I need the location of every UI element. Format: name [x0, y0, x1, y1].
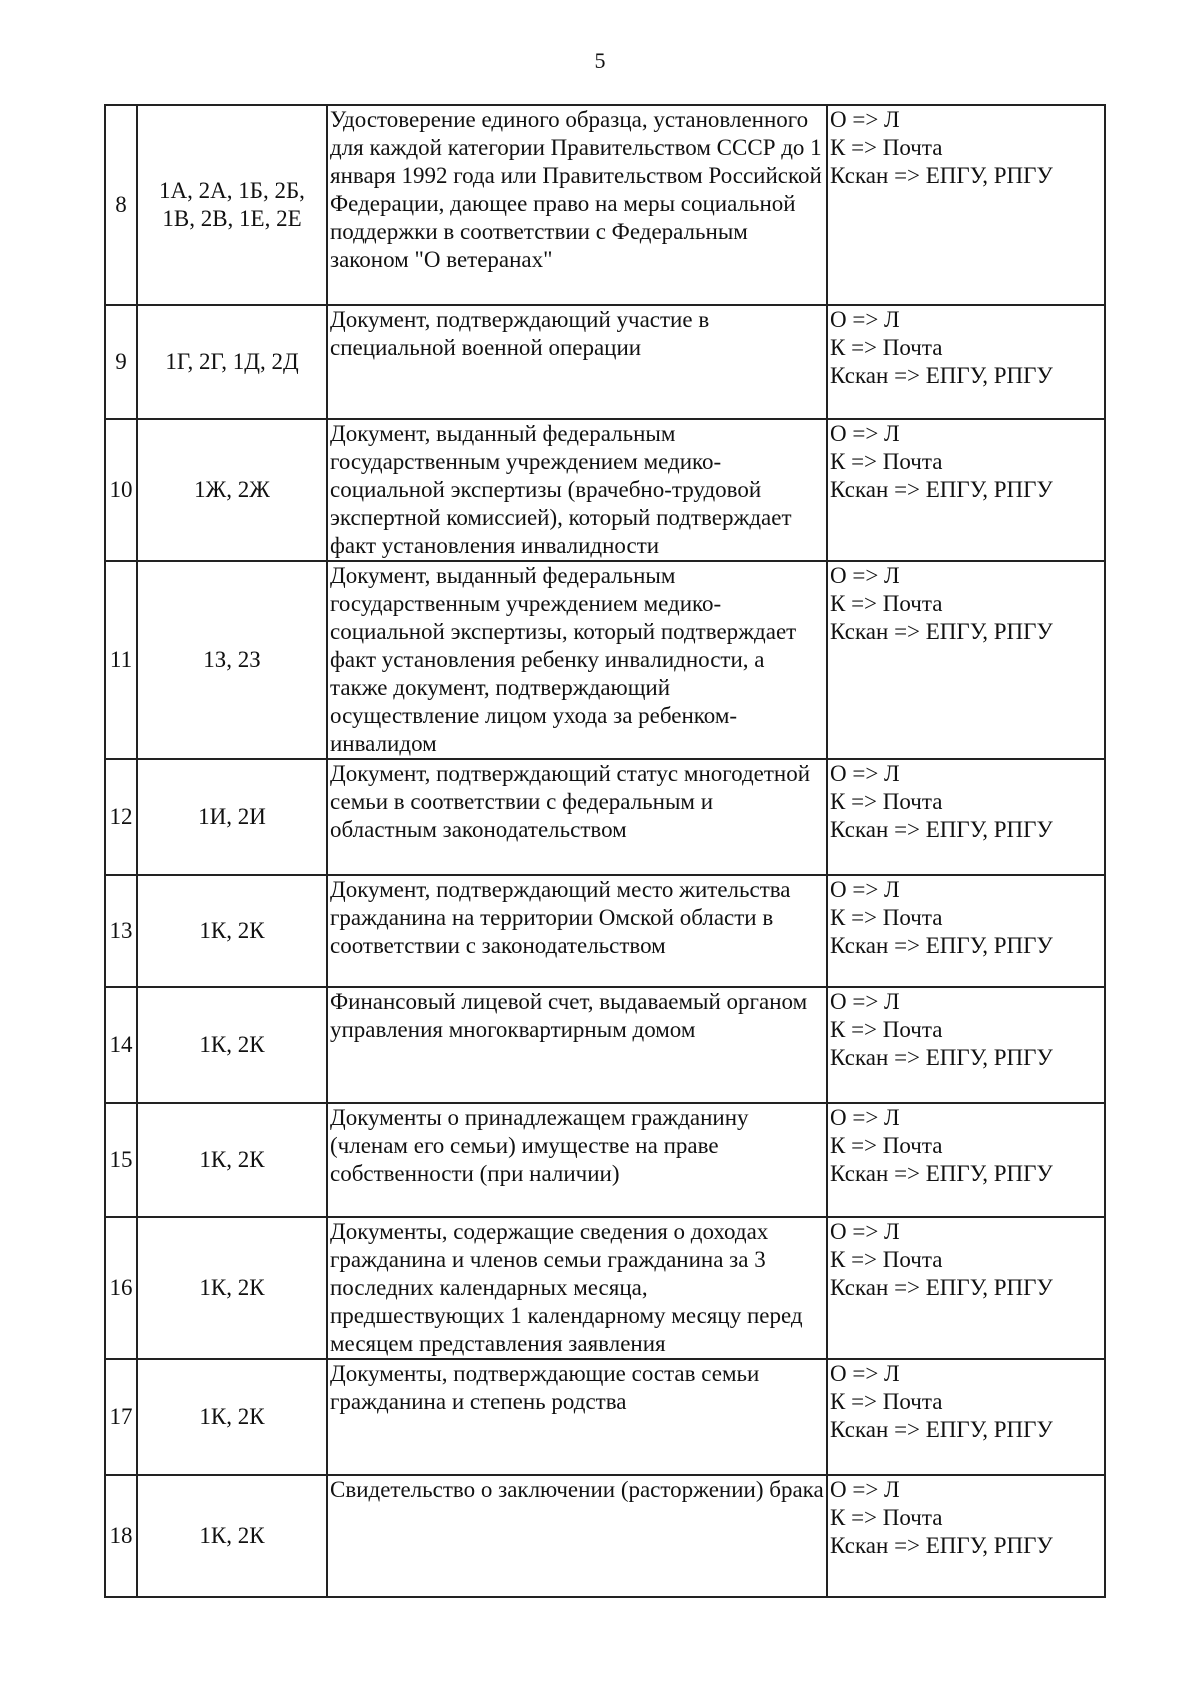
table-row [105, 1217, 1105, 1359]
row-number: 17 [105, 1359, 137, 1475]
row-document: Документ, подтверждающий статус многодетной семьи в соответствии с федеральным и областным законодательством [327, 759, 827, 875]
table-row [105, 987, 1105, 1103]
row-document: Документ, подтверждающий место жительства гражданина на территории Омской области в соответствии с законодательством [327, 875, 827, 987]
row-number: 11 [105, 561, 137, 759]
method-line: К => Почта [830, 135, 943, 160]
row-methods [827, 1359, 1105, 1475]
row-methods [827, 875, 1105, 987]
method-line: О => Л [830, 761, 900, 786]
method-line: Кскан => ЕПГУ, РПГУ [830, 1045, 1053, 1070]
method-line: О => Л [830, 421, 900, 446]
row-methods [827, 1475, 1105, 1597]
method-line: К => Почта [830, 905, 943, 930]
table-row [105, 759, 1105, 875]
method-line: К => Почта [830, 591, 943, 616]
row-document: Документ, выданный федеральным государственным учреждением медико-социальной экспертизы (врачебно-трудовой экспертной комиссией), который подтверждает факт установления инвалидности [327, 419, 827, 561]
method-line: К => Почта [830, 1133, 943, 1158]
row-categories: 1К, 2К [137, 1475, 327, 1597]
row-categories: 1К, 2К [137, 1217, 327, 1359]
row-number: 14 [105, 987, 137, 1103]
method-line: Кскан => ЕПГУ, РПГУ [830, 477, 1053, 502]
row-number: 18 [105, 1475, 137, 1597]
row-number: 12 [105, 759, 137, 875]
table-row [105, 419, 1105, 561]
row-categories: 1К, 2К [137, 1103, 327, 1217]
table-row [105, 561, 1105, 759]
row-categories: 1К, 2К [137, 875, 327, 987]
page-number: 5 [594, 48, 606, 73]
row-document: Документ, подтверждающий участие в специальной военной операции [327, 305, 827, 419]
row-methods [827, 105, 1105, 305]
method-line: К => Почта [830, 1017, 943, 1042]
row-categories: 1К, 2К [137, 987, 327, 1103]
row-methods [827, 987, 1105, 1103]
method-line: О => Л [830, 107, 900, 132]
row-number: 10 [105, 419, 137, 561]
row-categories: 1Г, 2Г, 1Д, 2Д [137, 305, 327, 419]
row-methods [827, 1103, 1105, 1217]
row-document: Удостоверение единого образца, установленного для каждой категории Правительством СССР до 1 января 1992 года или Правительством Российской Федерации, дающее право на меры социальной поддержки в соответствии с Федеральным законом "О ветеранах" [327, 105, 827, 305]
row-categories: 1Ж, 2Ж [137, 419, 327, 561]
method-line: К => Почта [830, 1389, 943, 1414]
row-document: Финансовый лицевой счет, выдаваемый органом управления многоквартирным домом [327, 987, 827, 1103]
row-methods [827, 1217, 1105, 1359]
row-methods [827, 561, 1105, 759]
method-line: О => Л [830, 563, 900, 588]
method-line: Кскан => ЕПГУ, РПГУ [830, 163, 1053, 188]
table-row [105, 875, 1105, 987]
method-line: О => Л [830, 1219, 900, 1244]
method-line: Кскан => ЕПГУ, РПГУ [830, 1275, 1053, 1300]
row-categories: 1А, 2А, 1Б, 2Б, 1В, 2В, 1Е, 2Е [137, 105, 327, 305]
method-line: К => Почта [830, 1247, 943, 1272]
row-number: 15 [105, 1103, 137, 1217]
row-number: 9 [105, 305, 137, 419]
method-line: Кскан => ЕПГУ, РПГУ [830, 817, 1053, 842]
method-line: К => Почта [830, 449, 943, 474]
method-line: К => Почта [830, 1505, 943, 1530]
method-line: О => Л [830, 877, 900, 902]
row-document: Документ, выданный федеральным государственным учреждением медико-социальной экспертизы, который подтверждает факт установления ребенку инвалидности, а также документ, подтверждающий осуществление лицом ухода за ребенком-инвалидом [327, 561, 827, 759]
method-line: Кскан => ЕПГУ, РПГУ [830, 933, 1053, 958]
row-document: Свидетельство о заключении (расторжении) брака [327, 1475, 827, 1597]
method-line: Кскан => ЕПГУ, РПГУ [830, 363, 1053, 388]
method-line: О => Л [830, 1477, 900, 1502]
row-categories: 1К, 2К [137, 1359, 327, 1475]
row-methods [827, 305, 1105, 419]
table-row [105, 1103, 1105, 1217]
method-line: Кскан => ЕПГУ, РПГУ [830, 1161, 1053, 1186]
method-line: К => Почта [830, 789, 943, 814]
row-number: 13 [105, 875, 137, 987]
documents-table [104, 104, 1106, 1598]
row-document: Документы, содержащие сведения о доходах гражданина и членов семьи гражданина за 3 последних календарных месяца, предшествующих 1 календарному месяцу перед месяцем представления заявления [327, 1217, 827, 1359]
method-line: О => Л [830, 989, 900, 1014]
method-line: Кскан => ЕПГУ, РПГУ [830, 619, 1053, 644]
table-row [105, 1359, 1105, 1475]
table-row [105, 105, 1105, 305]
row-document: Документы, подтверждающие состав семьи гражданина и степень родства [327, 1359, 827, 1475]
documents-table-body [105, 105, 1105, 1597]
method-line: Кскан => ЕПГУ, РПГУ [830, 1533, 1053, 1558]
row-number: 16 [105, 1217, 137, 1359]
method-line: Кскан => ЕПГУ, РПГУ [830, 1417, 1053, 1442]
table-row [105, 305, 1105, 419]
method-line: К => Почта [830, 335, 943, 360]
table-row [105, 1475, 1105, 1597]
row-methods [827, 419, 1105, 561]
row-number: 8 [105, 105, 137, 305]
method-line: О => Л [830, 307, 900, 332]
row-categories: 1З, 2З [137, 561, 327, 759]
row-document: Документы о принадлежащем гражданину (членам его семьи) имуществе на праве собственности (при наличии) [327, 1103, 827, 1217]
row-categories: 1И, 2И [137, 759, 327, 875]
method-line: О => Л [830, 1105, 900, 1130]
row-methods [827, 759, 1105, 875]
method-line: О => Л [830, 1361, 900, 1386]
